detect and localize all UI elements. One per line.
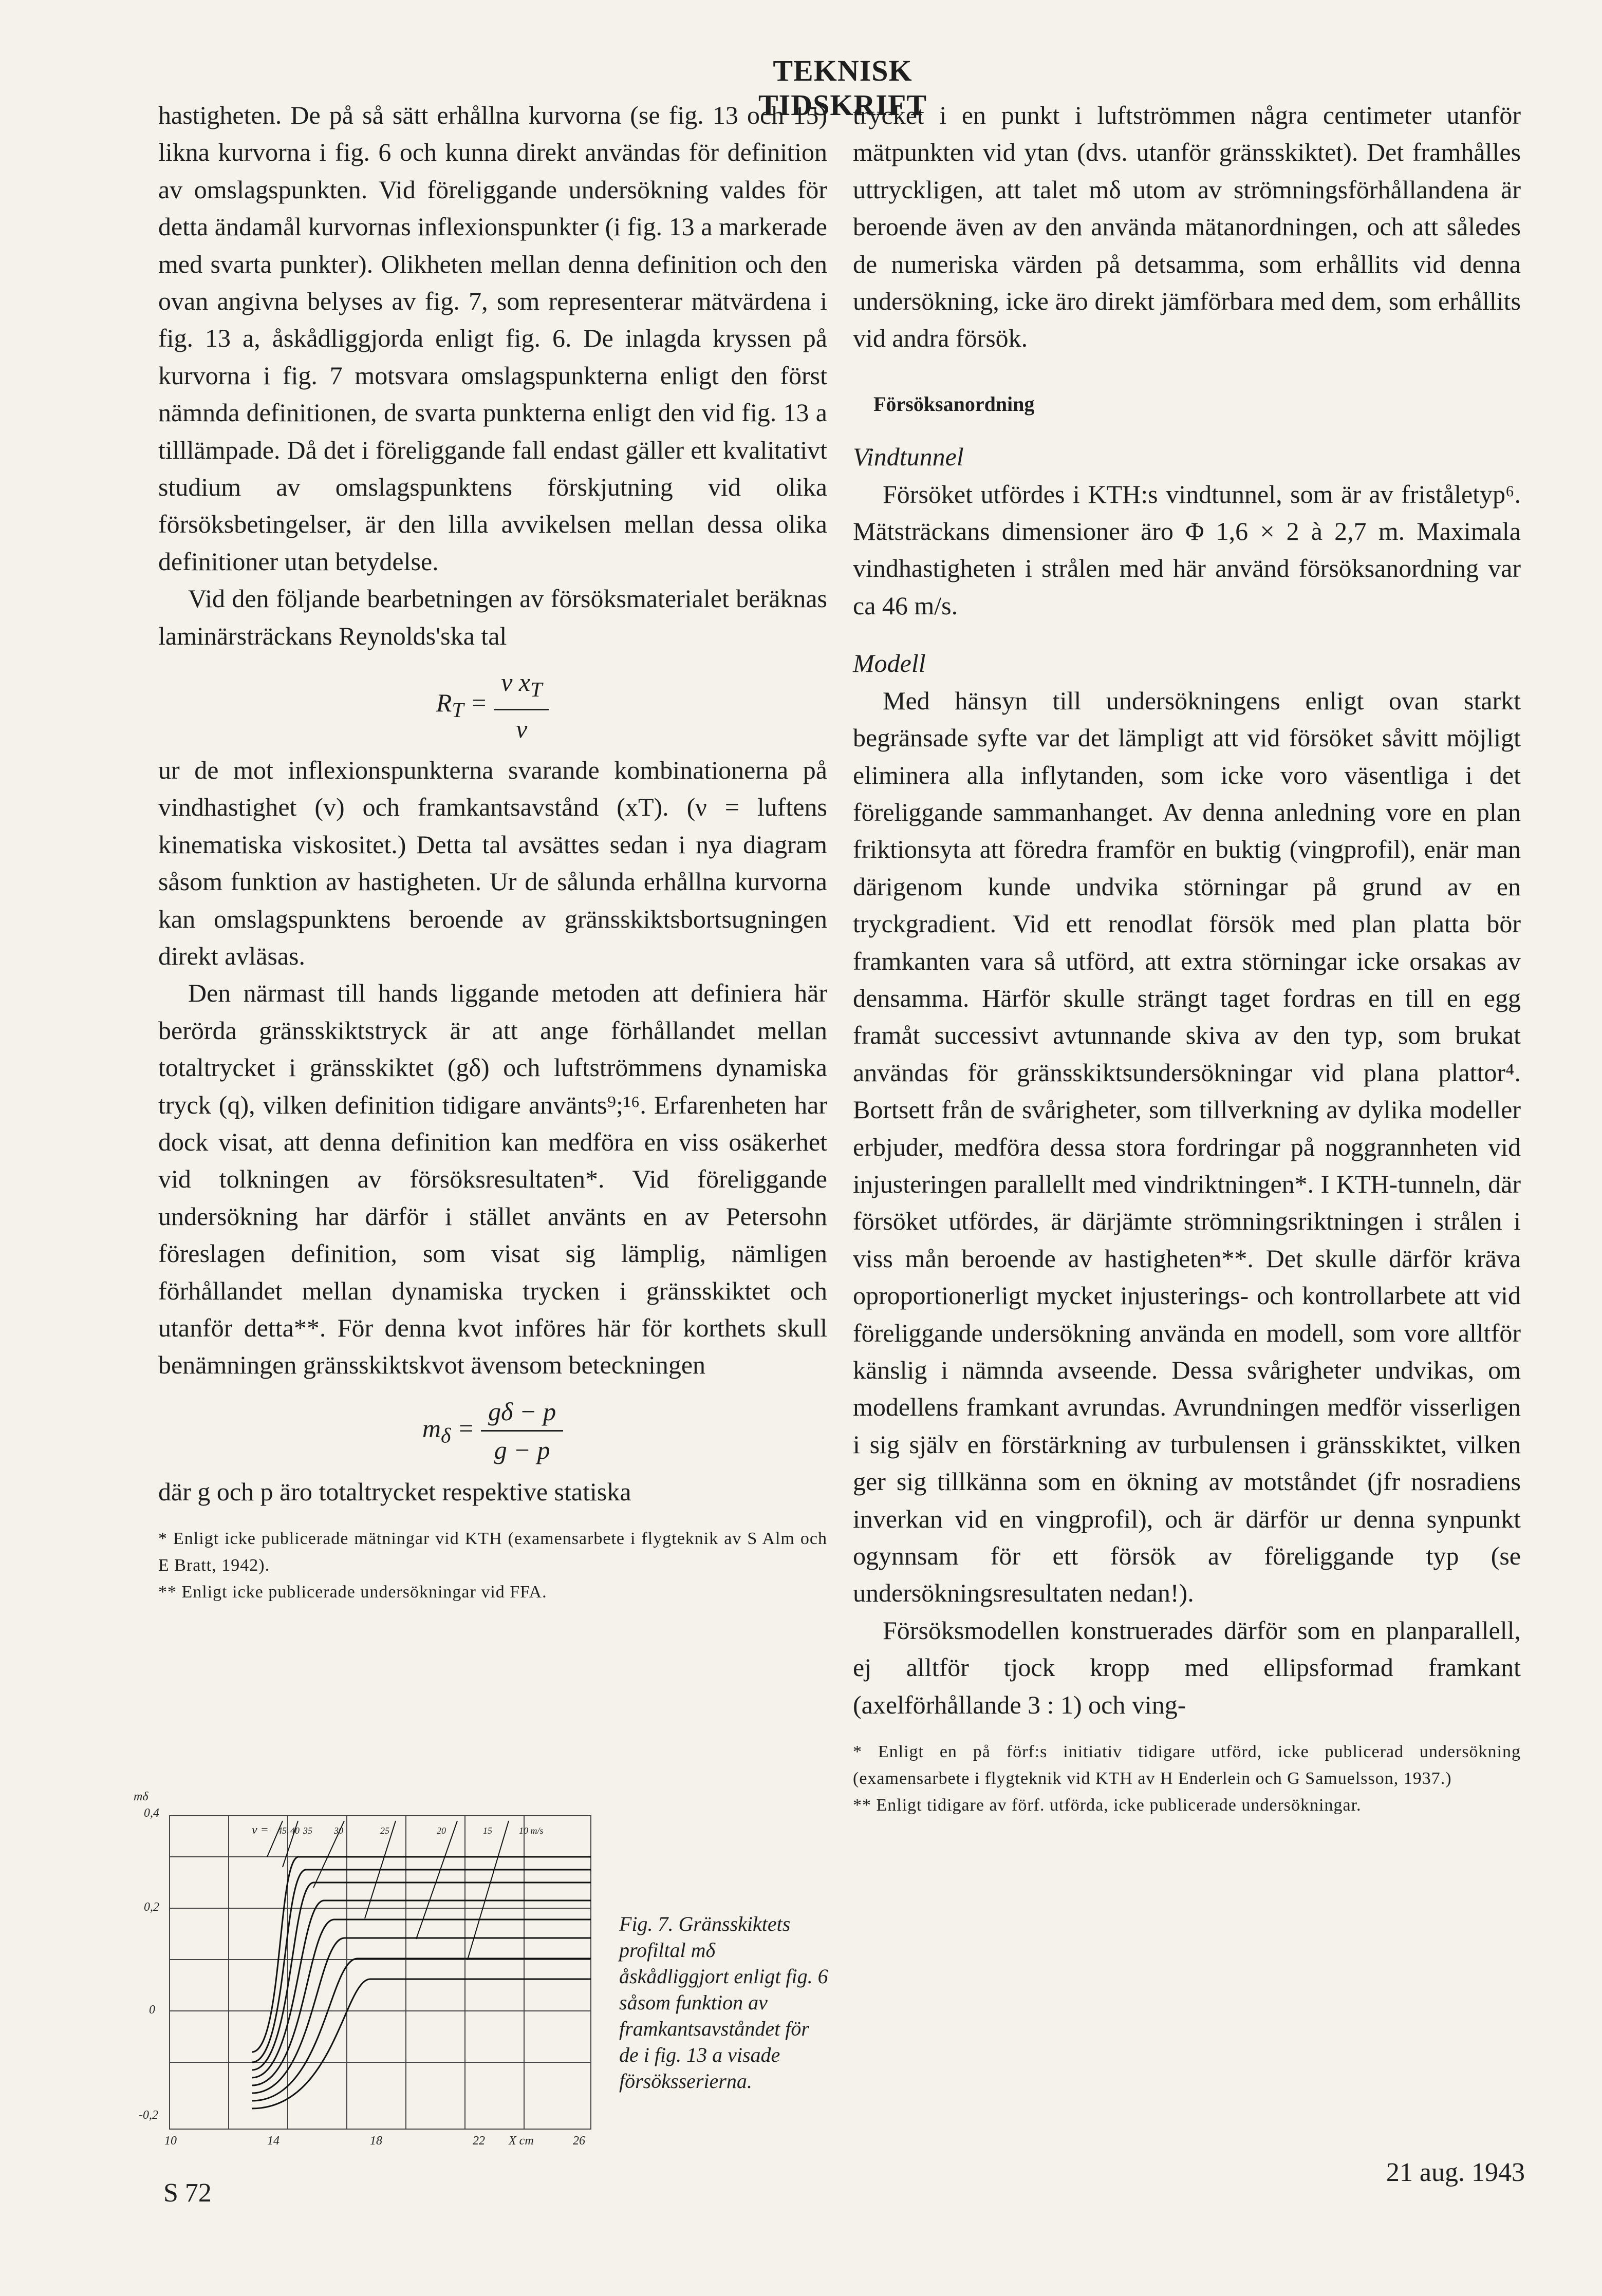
velocity-label: v = bbox=[252, 1823, 269, 1837]
figure-7-plot bbox=[128, 1785, 617, 2144]
curve-label-30: 30 bbox=[334, 1825, 343, 1836]
curve-label-20: 20 bbox=[437, 1825, 446, 1836]
right-paragraph-2: Försöket utfördes i KTH:s vindtunnel, som är av friståletyp⁶. Mätsträckans dimensioner äro Φ 1,6 × 2 à 2,7 m. Maximala vindhastigheten i strålen med här använd försöksanordning var ca 46 m/s. bbox=[853, 479, 1521, 620]
left-column bbox=[158, 97, 827, 1606]
formula2-fraction bbox=[481, 1393, 563, 1469]
subheading-vindtunnel: Vindtunnel bbox=[853, 442, 964, 472]
left-footnote-2: ** Enligt icke publicerade undersökningar vid FFA. bbox=[158, 1583, 547, 1602]
journal-header: TEKNISK TIDSKRIFT bbox=[758, 54, 927, 122]
curve-label-35: 35 bbox=[303, 1825, 312, 1836]
formula2-numerator: gδ − p bbox=[481, 1393, 563, 1432]
curve-label-15: 15 bbox=[483, 1825, 492, 1836]
formula2-eq: = bbox=[457, 1414, 475, 1443]
right-footnote-1: * Enligt en på förf:s initiativ tidigare utförd, icke publicerad undersökning (examensarbete i flygteknik vid KTH av H Enderlein och G Samuelsson, 1937.) bbox=[853, 1742, 1521, 1789]
formula-fraction bbox=[494, 664, 549, 747]
y-tick-0-4: 0,4 bbox=[144, 1806, 159, 1820]
left-footnotes bbox=[158, 1526, 827, 1606]
x-tick-14: 14 bbox=[267, 2134, 280, 2144]
left-paragraph-1: hastigheten. De på så sätt erhållna kurvorna (se fig. 13 och 15) likna kurvorna i fig. 6 och kunna direkt användas för definition av omslagspunkten. Vid föreliggande undersökning valdes för detta ändamål kurvornas inflexionspunkter (i fig. 13 a markerade med svarta punkter). Olikheten mellan denna definition och den ovan angivna belyses av fig. 7, som representerar mätvärdena i fig. 13 a, åskådliggjorda enligt fig. 6. De inlagda kryssen på kurvorna i fig. 7 motsvara omslagspunkterna enligt den först nämnda definitionen, de svarta punkterna enligt den vid fig. 13 a tilllämpade. Då det i föreliggande fall endast gäller ett kvalitativt studium av omslagspunktens förskjutning vid olika försöksbetingelser, är den lilla avvikelsen mellan dessa olika definitioner utan betydelse. bbox=[158, 101, 827, 576]
curve-10 bbox=[252, 1979, 591, 2109]
curve-20 bbox=[252, 1938, 591, 2093]
left-paragraph-3: ur de mot inflexionspunkterna svarande kombinationerna på vindhastighet (v) och framkantsavstånd (xT). (ν = luftens kinematiska viskositet.) Detta tal avsättes sedan i nya diagram såsom funktion av hastigheten. Ur de sålunda erhållna kurvorna kan omslagspunktens beroende av gränsskiktsbortsugningen direkt avläsas. bbox=[158, 755, 827, 970]
curve-label-25: 25 bbox=[380, 1825, 389, 1836]
page-number: S 72 bbox=[163, 2178, 212, 2208]
curve-35 bbox=[252, 1883, 591, 2070]
left-paragraph-2: Vid den följande bearbetningen av försöksmaterialet beräknas laminärsträckans Reynolds'ska tal bbox=[158, 584, 827, 650]
profile-curves bbox=[252, 1857, 591, 2109]
right-footnotes bbox=[853, 1739, 1521, 1819]
subheading-modell: Modell bbox=[853, 649, 926, 678]
curve-label-40: 40 bbox=[290, 1825, 300, 1836]
plot-frame bbox=[170, 1816, 591, 2129]
curve-25 bbox=[252, 1919, 591, 2085]
formula-eq: = bbox=[470, 688, 488, 717]
right-paragraph-3: Med hänsyn till undersökningens enligt ovan starkt begränsade syfte var det lämpligt att vid försöket såvitt möjligt eliminera alla inflytanden, som icke voro väsentliga i det föreliggande sammanhanget. Av denna anledning vore en plan friktionsyta att föredra framför en buktig (vingprofil), enär man därigenom kunde undvika störningar på grund av en tryckgradient. Vid ett renodlat försök med plan platta bör framkanten vara så utförd, att extra störningar icke orsakas av densamma. Härför skulle strängt taget fordras en till en egg framåt successivt avtunnande skiva av den typ, som brukat användas för gränsskiktsundersökningar vid plana plattor⁴. Bortsett från de svårigheter, som tillverkning av dylika modeller erbjuder, medföra dessa stora fordringar på noggrannheten vid injusteringen parallellt med vindriktningen*. I KTH-tunneln, där försöket utfördes, är därjämte strömningsriktningen i strålen i viss mån beroende av hastigheten**. Det skulle därför kräva oproportionerligt mycket injusterings- och kontrollarbete att vid föreliggande undersökning använda en modell, som vore alltför känslig i nämnda avseende. Dessa svårigheter undvikas, om modellens framkant avrundas. Avrundningen medför visserligen i sig själv en förstärkning av turbulensen i gränsskiktet, vilken ger sig tillkänna som en ökning av motståndet (jfr nosradiens inverkan vid en vingprofil), och är därför ur denna synpunkt ogynnsam för ett försök av föreliggande typ (se undersökningsresultaten nedan!). bbox=[853, 686, 1521, 1608]
curve-15 bbox=[252, 1959, 591, 2101]
x-tick-18: 18 bbox=[370, 2134, 382, 2144]
left-footnote-1: * Enligt icke publicerade mätningar vid KTH (examensarbete i flygteknik av S Alm och E Bratt, 1942). bbox=[158, 1529, 827, 1575]
formula-lhs: R bbox=[436, 688, 452, 717]
right-paragraph-4: Försöksmodellen konstruerades därför som en planparallell, ej alltför tjock kropp med ellipsformad framkant (axelförhållande 3 : 1) och ving- bbox=[853, 1615, 1521, 1719]
formula2-lhs: m bbox=[422, 1414, 441, 1443]
right-paragraph-1: trycket i en punkt i luftströmmen några centimeter utanför mätpunkten vid ytan (dvs. utanför gränsskiktet). Det framhålles uttryckligen, att talet mδ utom av strömningsförhållandena är beroende även av den använda mätanordningen, och att således de numeriska värden på detsamma, som erhållits vid denna undersökning, icke äro direkt jämförbara med dem, som erhållits vid andra försök. bbox=[853, 101, 1521, 353]
left-paragraph-4: Den närmast till hands liggande metoden att definiera här berörda gränsskiktstryck är att ange förhållandet mellan totaltrycket i gränsskiktet (gδ) och luftströmmens dynamiska tryck (q), vilken definition tidigare använts⁹;¹⁶. Erfarenheten har dock visat, att denna definition kan medföra en viss osäkerhet vid tolkningen av försöksresultaten*. Vid föreliggande undersökning har därför i stället använts en av Petersohn föreslagen definition, som visat sig lämplig, nämligen förhållandet mellan dynamiska trycken i gränsskiktet och utanför detta**. För denna kvot införes här för korthets skull benämningen gränsskiktskvot ävensom beteckningen bbox=[158, 978, 827, 1380]
left-paragraph-5: där g och p äro totaltrycket respektive statiska bbox=[158, 1477, 631, 1506]
figure-caption: Fig. 7. Gränsskiktets profiltal mδ åskådliggjort enligt fig. 6 såsom funktion av framkantsavståndet för de i fig. 13 a visade försöksserierna. bbox=[619, 1912, 828, 2093]
x-unit-label: X cm bbox=[509, 2134, 534, 2144]
y-tick-neg-0-2: -0,2 bbox=[139, 2109, 158, 2122]
boundary-ratio-formula bbox=[158, 1393, 827, 1469]
reynolds-formula bbox=[158, 664, 827, 747]
y-tick-0: 0 bbox=[149, 2003, 155, 2017]
x-tick-22: 22 bbox=[473, 2134, 485, 2144]
issue-date: 21 aug. 1943 bbox=[1386, 2158, 1525, 2187]
x-tick-26: 26 bbox=[573, 2134, 585, 2144]
section-heading: Försöksanordning bbox=[873, 392, 1035, 416]
formula-numerator-sub: T bbox=[530, 678, 543, 702]
x-tick-10: 10 bbox=[164, 2134, 177, 2144]
right-column bbox=[853, 97, 1521, 1819]
curve-label-10: 10 m/s bbox=[519, 1825, 544, 1836]
formula2-lhs-sub: δ bbox=[441, 1424, 451, 1448]
formula-numerator: v x bbox=[501, 668, 531, 697]
formula-lhs-sub: T bbox=[452, 698, 464, 722]
right-footnote-2: ** Enligt tidigare av förf. utförda, icke publicerade undersökningar. bbox=[853, 1796, 1362, 1815]
curve-30 bbox=[252, 1900, 591, 2078]
formula2-denominator: g − p bbox=[494, 1436, 550, 1465]
formula-denominator: ν bbox=[516, 714, 528, 743]
y-axis-label: mδ bbox=[134, 1790, 148, 1803]
y-tick-0-2: 0,2 bbox=[144, 1900, 159, 1914]
curve-label-45: 45 bbox=[277, 1825, 287, 1836]
